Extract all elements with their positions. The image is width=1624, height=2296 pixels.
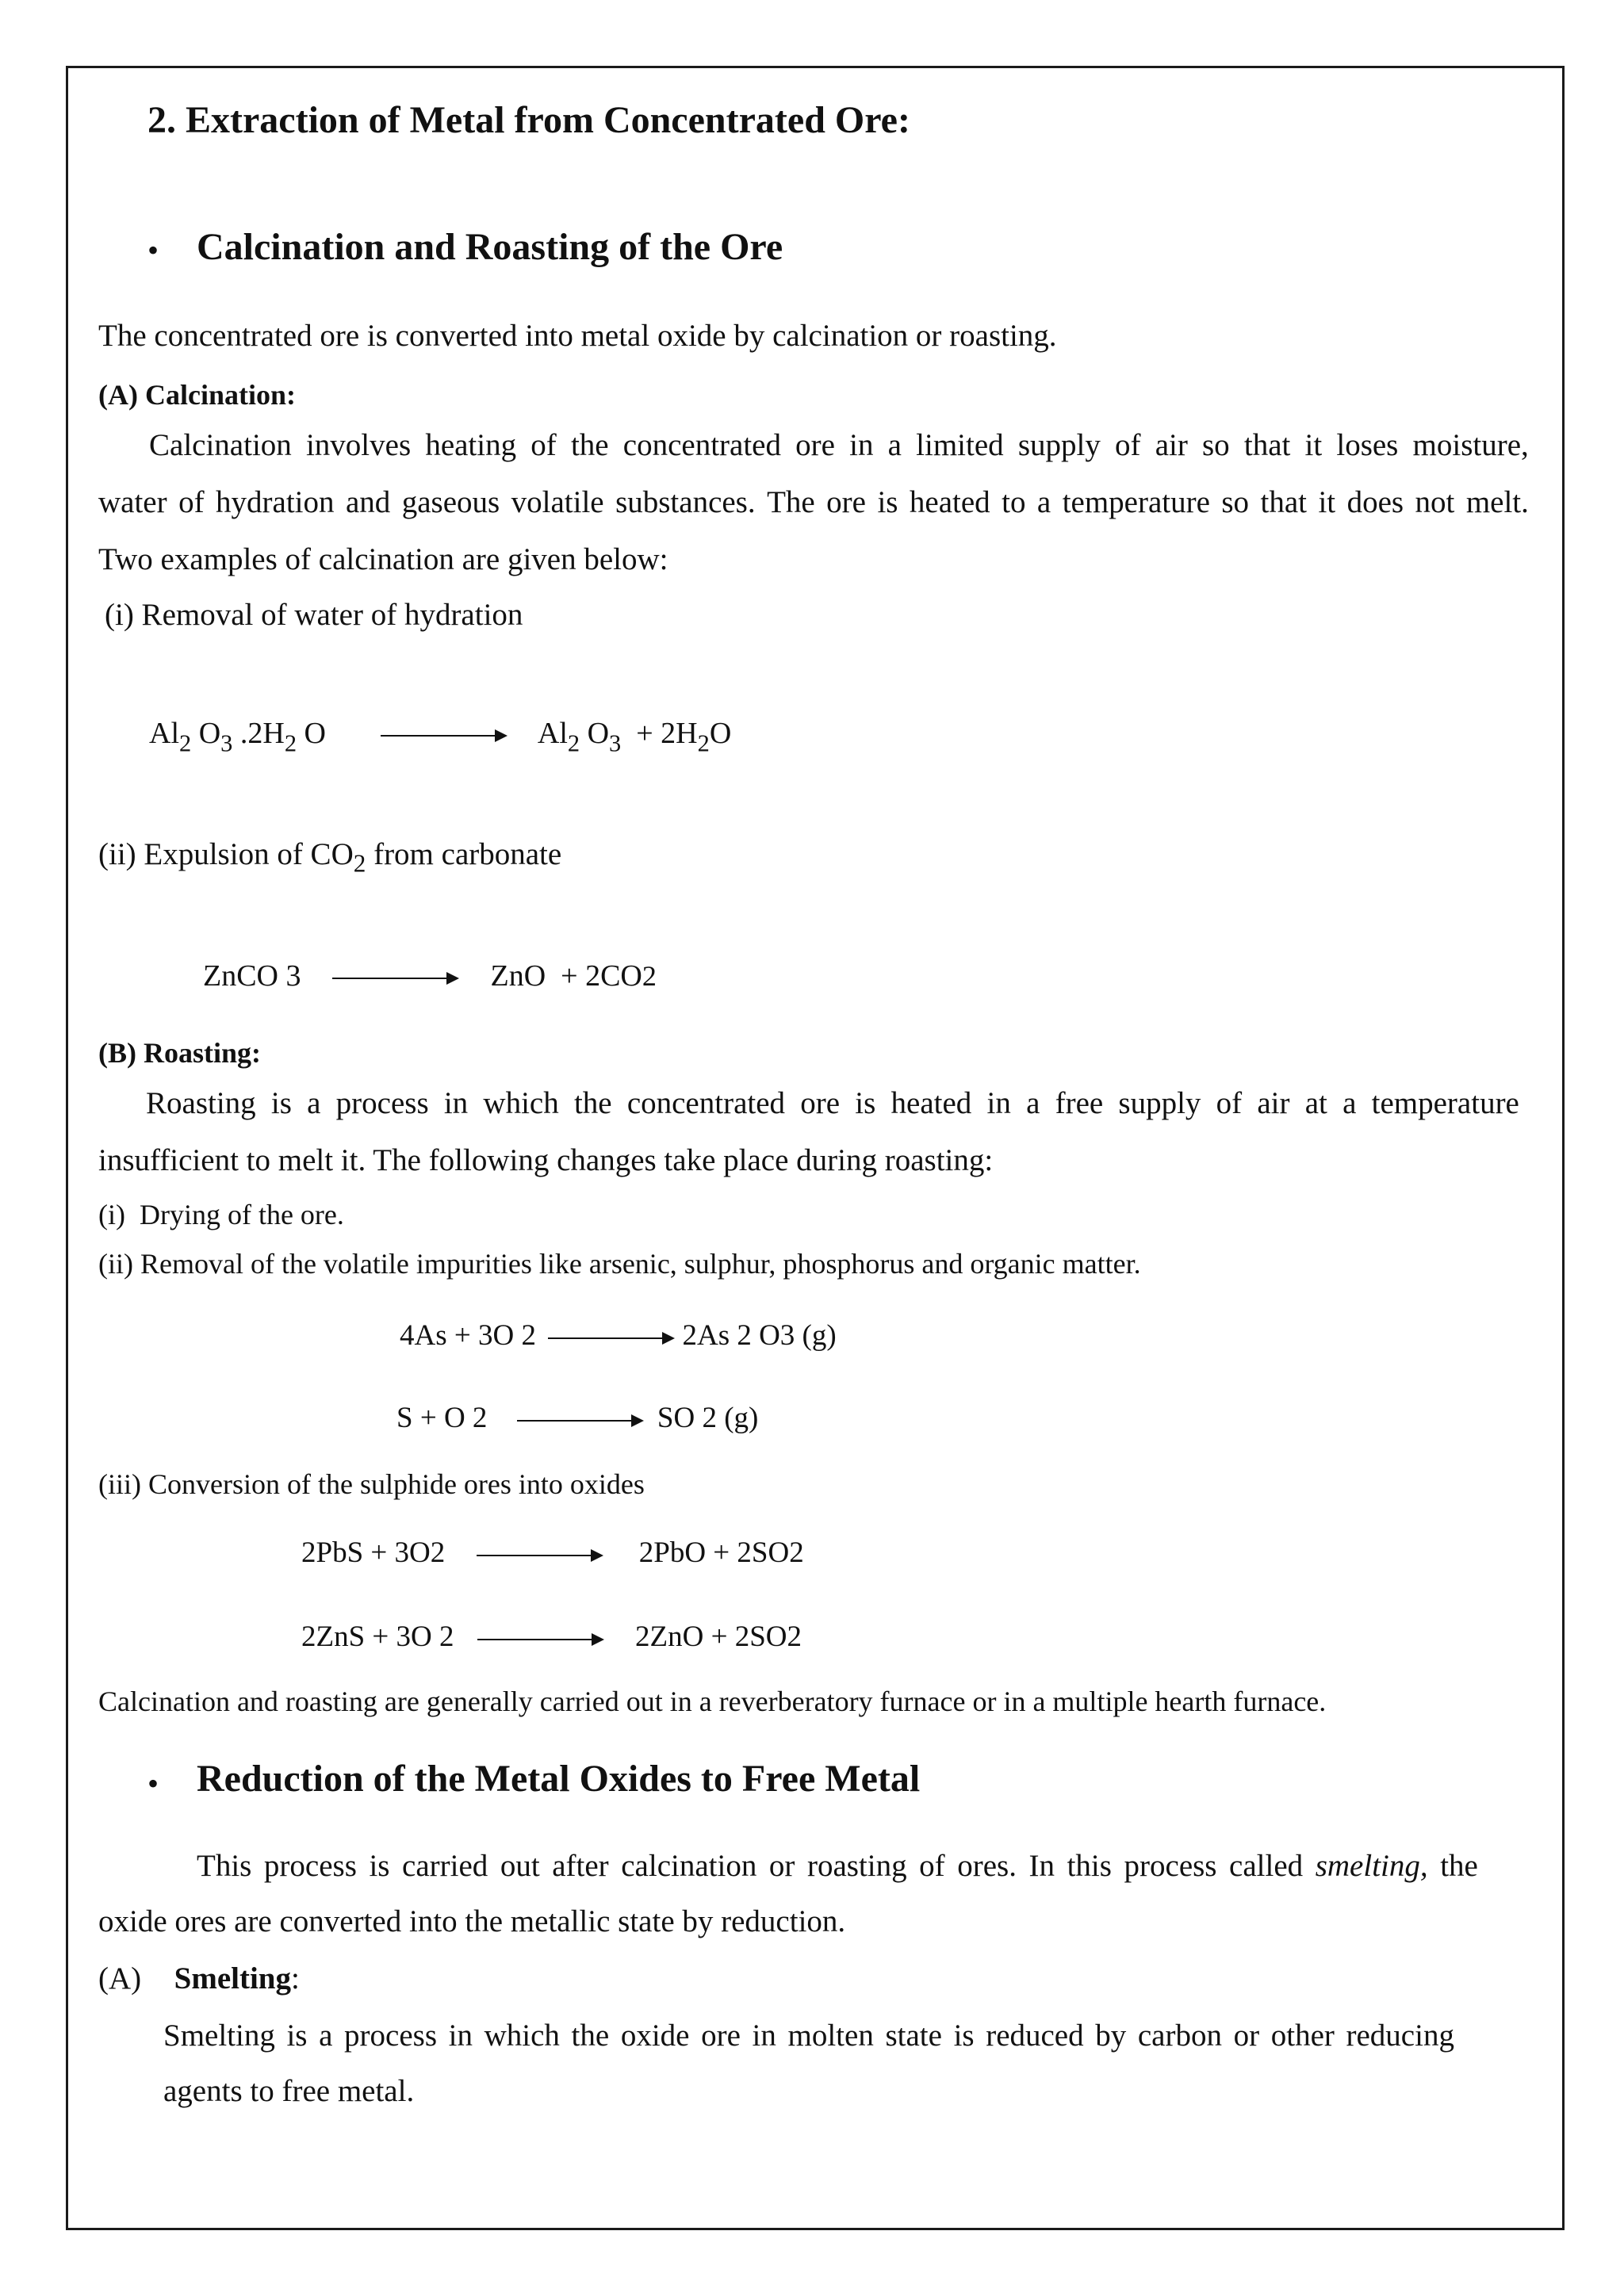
- eq2-lhs: ZnCO 3: [203, 959, 301, 993]
- word: ore: [826, 485, 866, 519]
- word: air: [1155, 428, 1188, 462]
- word: ore: [795, 428, 835, 462]
- word: reducing: [1346, 2019, 1454, 2053]
- reaction-arrow: [548, 1337, 675, 1340]
- word: melt.: [1465, 485, 1529, 519]
- word: supply: [1017, 428, 1101, 462]
- word: of: [919, 1849, 945, 1883]
- eq3-lhs: 4As + 3O 2: [400, 1319, 536, 1352]
- smelting-label-row: [98, 1963, 300, 1994]
- word: calcination: [621, 1849, 757, 1883]
- word: state: [885, 2019, 942, 2053]
- eq6-rhs: 2ZnO + 2SO2: [635, 1621, 802, 1653]
- calcination-example2: [98, 839, 561, 876]
- word: volatile: [511, 485, 604, 519]
- roasting-para-line1: [146, 1088, 1519, 1119]
- word: this: [1067, 1849, 1112, 1883]
- word: is: [270, 1086, 292, 1120]
- word: at: [1304, 1086, 1327, 1120]
- word: gaseous: [401, 485, 500, 519]
- word: so: [1202, 428, 1230, 462]
- roasting-para-line2: insufficient to melt it. The following changes take place during roasting:: [98, 1143, 994, 1177]
- calcination-para-line1-text: [149, 430, 1529, 461]
- word: the: [571, 2019, 610, 2053]
- closing-text: Calcination and roasting are generally carried out in a reverberatory furnace or in a multiple hearth furnace.: [98, 1686, 1327, 1717]
- smelting-colon: :: [290, 1961, 300, 1996]
- word: Smelting: [163, 2019, 275, 2053]
- word: in: [849, 428, 874, 462]
- word: heating: [425, 428, 517, 462]
- word: temperature: [1371, 1086, 1519, 1120]
- word: This: [197, 1849, 252, 1883]
- word: a: [1026, 1086, 1040, 1120]
- word: and: [345, 485, 391, 519]
- word: process: [1124, 1849, 1217, 1883]
- word: carbon: [1137, 2019, 1222, 2053]
- word: moisture,: [1412, 428, 1529, 462]
- eq1-lhs: $Al_2$ $O_3$ $.2H_2$ O: [149, 717, 326, 757]
- equation-6: [301, 1622, 802, 1651]
- word: In: [1028, 1849, 1055, 1883]
- word: not: [1415, 485, 1455, 519]
- word: which: [483, 1086, 559, 1120]
- eq4-lhs: S + O 2: [396, 1402, 488, 1434]
- equation-5: [301, 1538, 804, 1567]
- word: process: [263, 1849, 357, 1883]
- word: or: [1233, 2019, 1260, 2053]
- reduction-para-line1: [197, 1850, 1478, 1881]
- word: in: [986, 1086, 1011, 1120]
- emphasis-smelting: smelting,: [1315, 1849, 1428, 1883]
- eq5-rhs: 2PbO + 2SO2: [638, 1536, 804, 1569]
- word: it: [1318, 485, 1336, 519]
- eq1-rhs: $Al_2$ $O_3 + 2H_2O$: [537, 717, 732, 757]
- word: after: [552, 1849, 609, 1883]
- word: free: [1055, 1086, 1104, 1120]
- word: which: [484, 2019, 560, 2053]
- calcination-para-line2-text: [98, 487, 1529, 518]
- word: process: [335, 1086, 429, 1120]
- word: Roasting: [146, 1086, 256, 1120]
- word: in: [448, 2019, 473, 2053]
- example2-text: (ii) Expulsion of $CO_2$ from carbonate: [98, 837, 562, 878]
- word: is: [369, 1849, 390, 1883]
- word: ore: [800, 1086, 841, 1120]
- word: concentrated: [626, 1086, 786, 1120]
- word: out: [500, 1849, 540, 1883]
- word: a: [887, 428, 902, 462]
- roasting-item3: (iii) Conversion of the sulphide ores into oxides: [98, 1468, 645, 1500]
- word: carried: [402, 1849, 488, 1883]
- word: does: [1346, 485, 1404, 519]
- reaction-arrow: [332, 977, 459, 980]
- word: of: [530, 428, 557, 462]
- word: a: [307, 1086, 321, 1120]
- eq6-lhs: 2ZnS + 3O 2: [301, 1621, 454, 1653]
- equation-2: [203, 961, 657, 991]
- word: that: [1243, 428, 1291, 462]
- word: ores.: [957, 1849, 1017, 1883]
- reaction-arrow: [477, 1638, 604, 1641]
- word: temperature: [1062, 485, 1210, 519]
- smelting-line2: agents to free metal.: [163, 2074, 415, 2108]
- word: by: [1095, 2019, 1127, 2053]
- heading-reduction: Reduction of the Metal Oxides to Free Metal: [197, 1758, 921, 1800]
- word: the: [570, 428, 609, 462]
- word: a: [319, 2019, 333, 2053]
- eq5-lhs: 2PbS + 3O2: [301, 1536, 446, 1569]
- roasting-para-line1-text: [146, 1088, 1519, 1119]
- roasting-item2: (ii) Removal of the volatile impurities like arsenic, sulphur, phosphorus and organic matter.: [98, 1248, 1141, 1280]
- word: so: [1221, 485, 1250, 519]
- word: is: [286, 2019, 308, 2053]
- smelting-label-num: (A): [98, 1961, 142, 1996]
- word: of: [1216, 1086, 1243, 1120]
- roasting-label: (B) Roasting:: [98, 1037, 261, 1069]
- reduction-para-line2: oxide ores are converted into the metallic state by reduction.: [98, 1904, 846, 1938]
- calcination-para-line2: [98, 487, 1529, 518]
- bullet-reduction: •: [147, 1766, 159, 1801]
- word: ore: [701, 2019, 741, 2053]
- word: hydration: [216, 485, 335, 519]
- word: water: [98, 485, 167, 519]
- word: is: [855, 1086, 876, 1120]
- eq4-rhs: SO 2 (g): [657, 1402, 759, 1434]
- smelting-line1: [163, 2020, 1454, 2051]
- word: molten: [787, 2019, 874, 2053]
- smelting-line1-text: [163, 2020, 1454, 2051]
- eq2-rhs: ZnO + 2CO2: [490, 959, 657, 993]
- word: in: [752, 2019, 776, 2053]
- word: heated: [891, 1086, 972, 1120]
- word: roasting: [806, 1849, 907, 1883]
- word: or: [768, 1849, 795, 1883]
- word: Calcination: [149, 428, 292, 462]
- word: called: [1229, 1849, 1304, 1883]
- word: other: [1270, 2019, 1335, 2053]
- word: the: [1440, 1849, 1478, 1883]
- smelting-label: Smelting: [174, 1961, 291, 1996]
- intro-text: The concentrated ore is converted into metal oxide by calcination or roasting.: [98, 319, 1057, 353]
- section-heading: 2. Extraction of Metal from Concentrated Ore:: [147, 99, 910, 141]
- eq3-rhs: 2As 2 O3 (g): [682, 1319, 837, 1352]
- reaction-arrow: [517, 1419, 644, 1422]
- word: oxide: [620, 2019, 690, 2053]
- reaction-arrow: [381, 734, 508, 737]
- word: reduced: [986, 2019, 1084, 2053]
- word: substances.: [615, 485, 756, 519]
- word: a: [1342, 1086, 1357, 1120]
- bullet-calcination-roasting: •: [147, 232, 159, 268]
- equation-4: [396, 1403, 758, 1433]
- word: of: [178, 485, 205, 519]
- word: a: [1036, 485, 1051, 519]
- word: is: [877, 485, 898, 519]
- word: is: [953, 2019, 975, 2053]
- word: process: [344, 2019, 438, 2053]
- word: it: [1304, 428, 1323, 462]
- word: that: [1260, 485, 1307, 519]
- roasting-item1: (i) Drying of the ore.: [98, 1199, 344, 1230]
- word: concentrated: [622, 428, 781, 462]
- calcination-para-line1: [149, 430, 1529, 461]
- word: in: [443, 1086, 469, 1120]
- word: to: [1002, 485, 1026, 519]
- calcination-label: (A) Calcination:: [98, 379, 296, 411]
- heading-calcination-roasting: Calcination and Roasting of the Ore: [197, 226, 783, 268]
- word: limited: [916, 428, 1004, 462]
- calcination-para-line3: Two examples of calcination are given below:: [98, 542, 668, 576]
- reduction-para-line1-text: [197, 1850, 1478, 1881]
- word: The: [767, 485, 815, 519]
- word: of: [1115, 428, 1141, 462]
- calcination-example1: (i) Removal of water of hydration: [105, 598, 523, 632]
- equation-3: [400, 1321, 837, 1350]
- reaction-arrow: [477, 1554, 603, 1557]
- word: heated: [909, 485, 990, 519]
- word: loses: [1336, 428, 1399, 462]
- word: involves: [305, 428, 412, 462]
- equation-1: [149, 717, 732, 757]
- word: the: [573, 1086, 612, 1120]
- word: air: [1257, 1086, 1290, 1120]
- word: supply: [1118, 1086, 1201, 1120]
